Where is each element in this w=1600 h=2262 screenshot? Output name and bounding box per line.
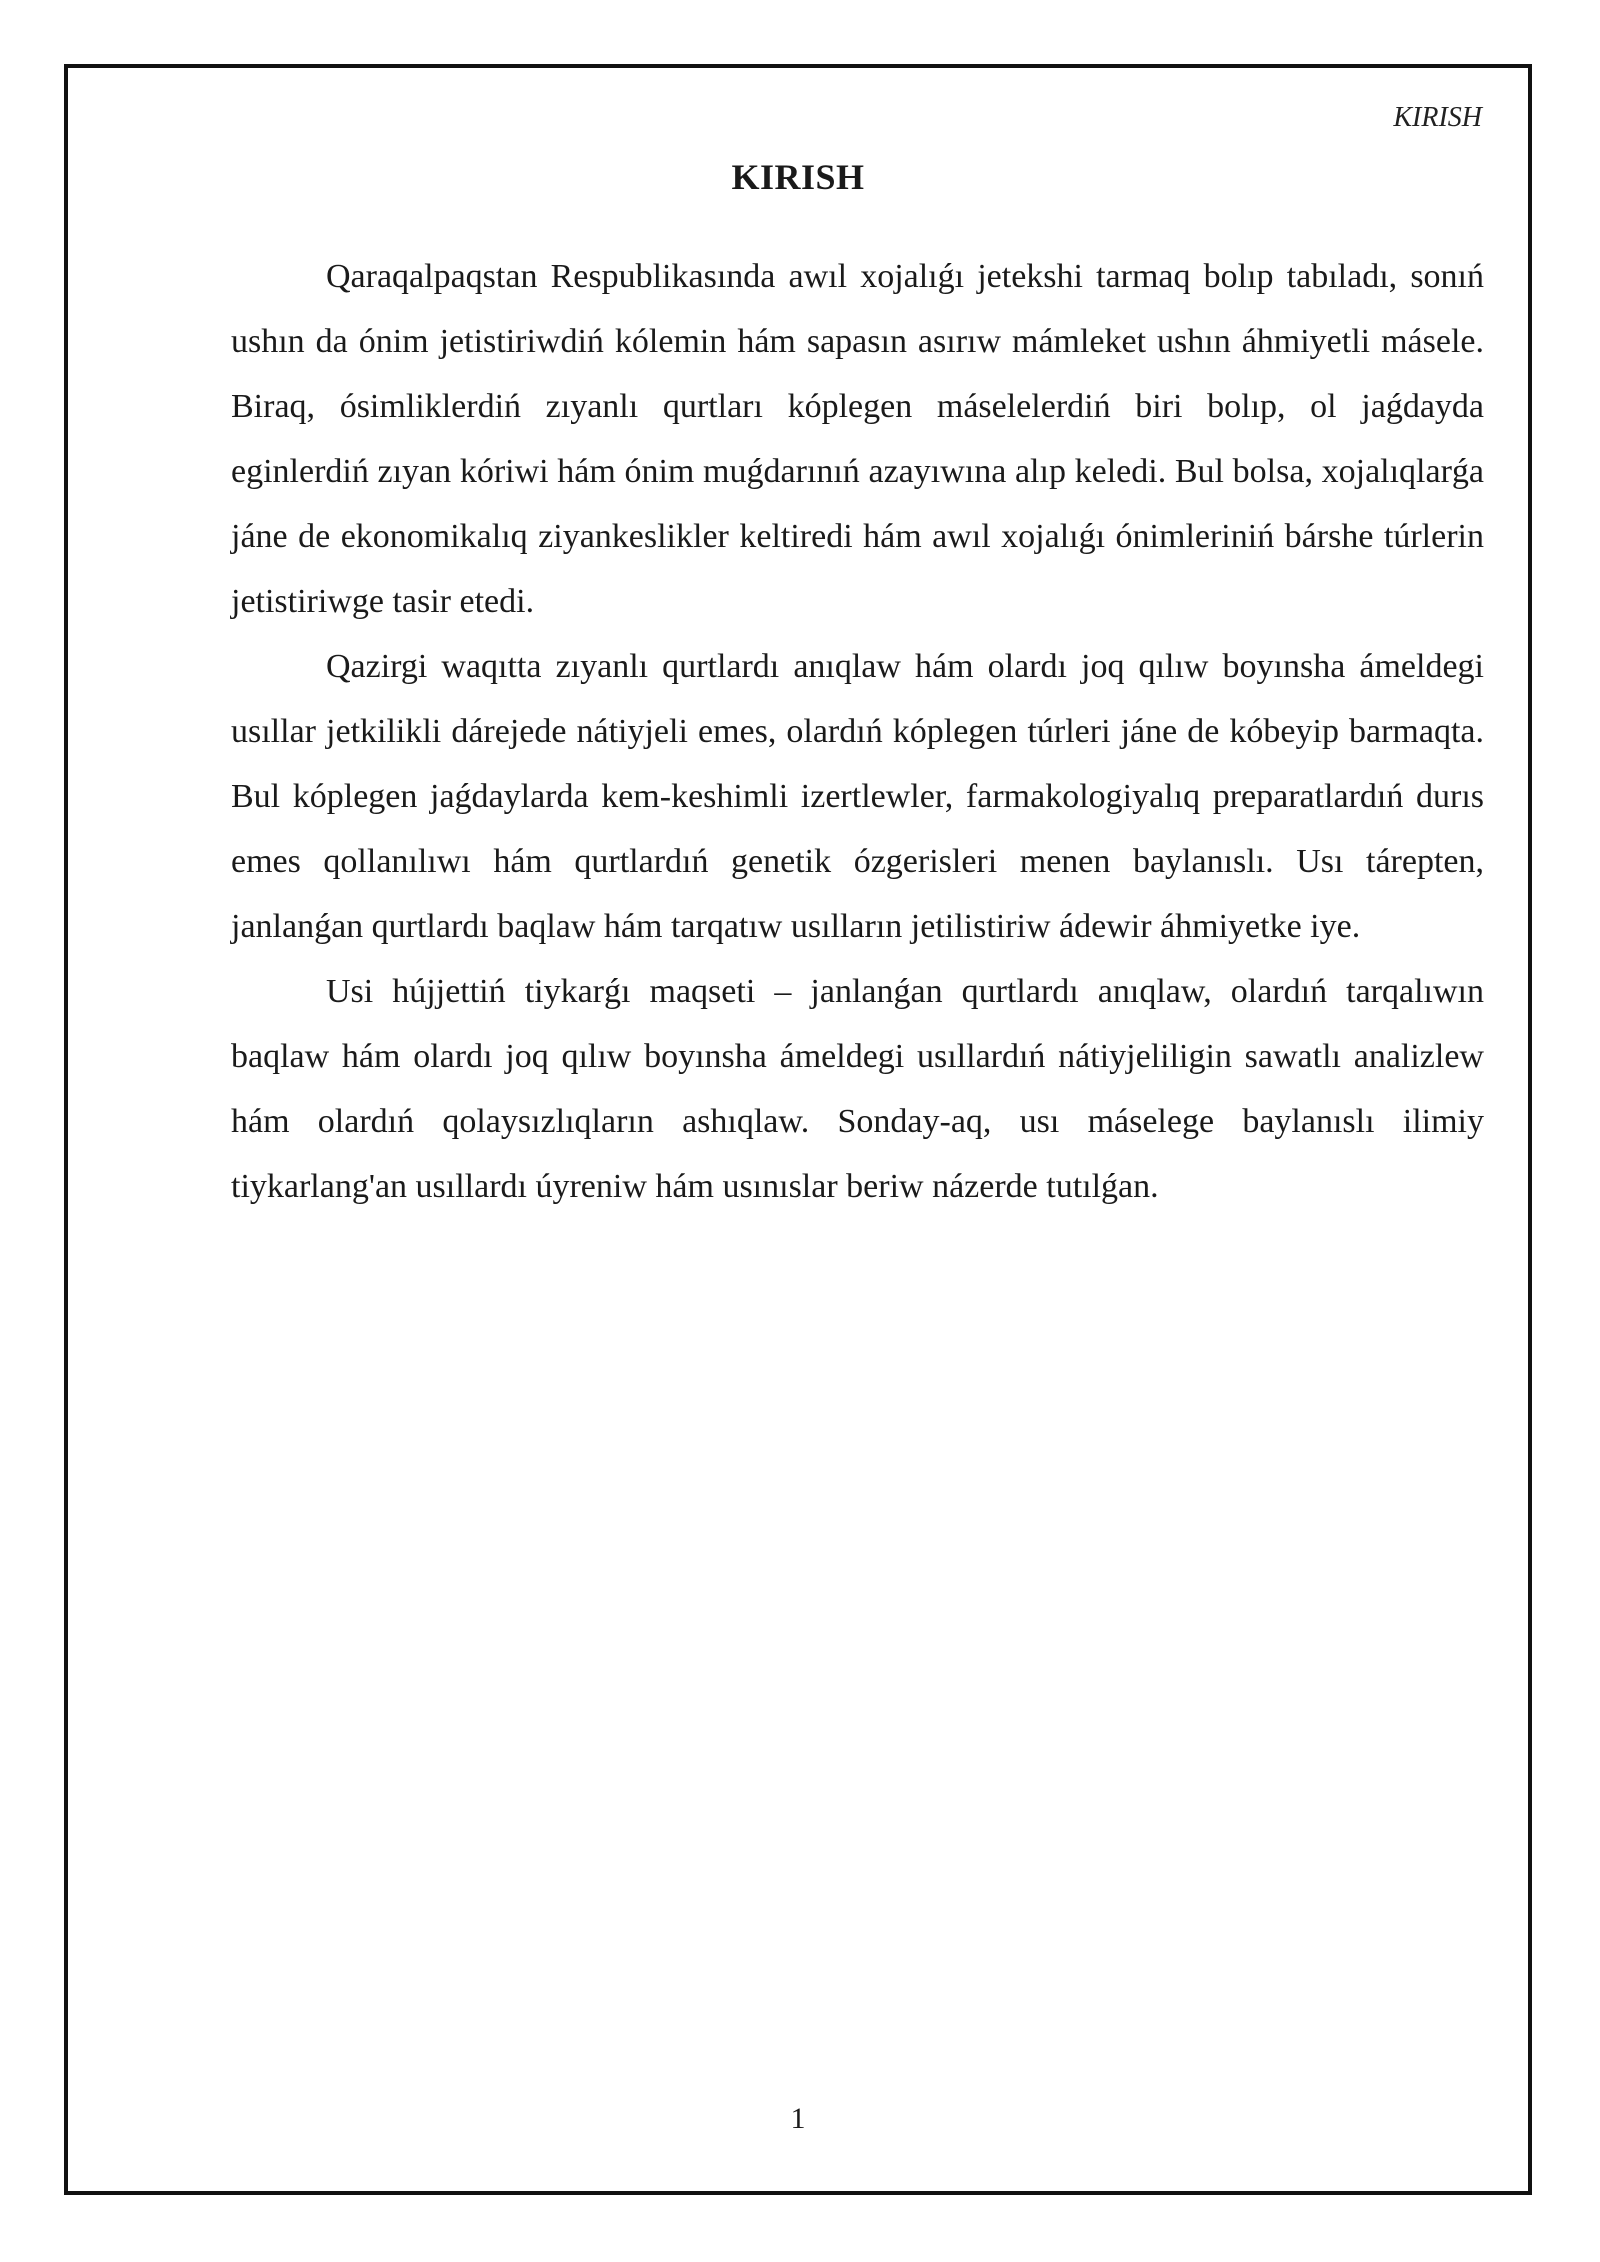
paragraph: Usi hújjettiń tiykarǵı maqseti – janlanǵan qurtlardı anıqlaw, olardıń tarqalıwın baqlaw hám olardı joq qılıw boyınsha ámeldegi usıllardıń nátiyjeliligin sawatlı analizlew hám olardıń qolaysızlıqların ashıqlaw. Sonday-aq, usı máselege baylanıslı ilimiy tiykarlang'an usıllardı úyreniw hám usınıslar beriw názerde tutılǵan.	[231, 973, 1484, 1205]
document-title: KIRISH	[731, 157, 865, 197]
document-body	[231, 244, 1484, 1219]
page-frame	[64, 64, 1532, 2195]
page-number: 1	[790, 2102, 806, 2135]
paragraph: Qazirgi waqıtta zıyanlı qurtlardı anıqlaw hám olardı joq qılıw boyınsha ámeldegi usıllar jetkilikli dárejede nátiyjeli emes, olardıń kóplegen túrleri jáne de kóbeyip barmaqta. Bul kóplegen jaǵdaylarda kem-keshimli izertlewler, farmakologiyalıq preparatlardıń durıs emes qollanılıwı hám qurtlardıń genetik ózgerisleri menen baylanıslı. Usı tárepten, janlanǵan qurtlardı baqlaw hám tarqatıw usılların jetilistiriw ádewir áhmiyetke iye.	[231, 648, 1484, 945]
running-header: KIRISH	[1393, 102, 1482, 133]
paragraph: Qaraqalpaqstan Respublikasında awıl xojalıǵı jetekshi tarmaq bolıp tabıladı, sonıń ushın da ónim jetistiriwdiń kólemin hám sapasın asırıw mámleket ushın áhmiyetli másele. Biraq, ósimliklerdiń zıyanlı qurtları kóplegen máselelerdiń biri bolıp, ol jaǵdayda eginlerdiń zıyan kóriwi hám ónim muǵdarınıń azayıwına alıp keledi. Bul bolsa, xojalıqlarǵa jáne de ekonomikalıq ziyankeslikler keltiredi hám awıl xojalıǵı ónimleriniń bárshe túrlerin jetistiriwge tasir etedi.	[231, 258, 1484, 620]
